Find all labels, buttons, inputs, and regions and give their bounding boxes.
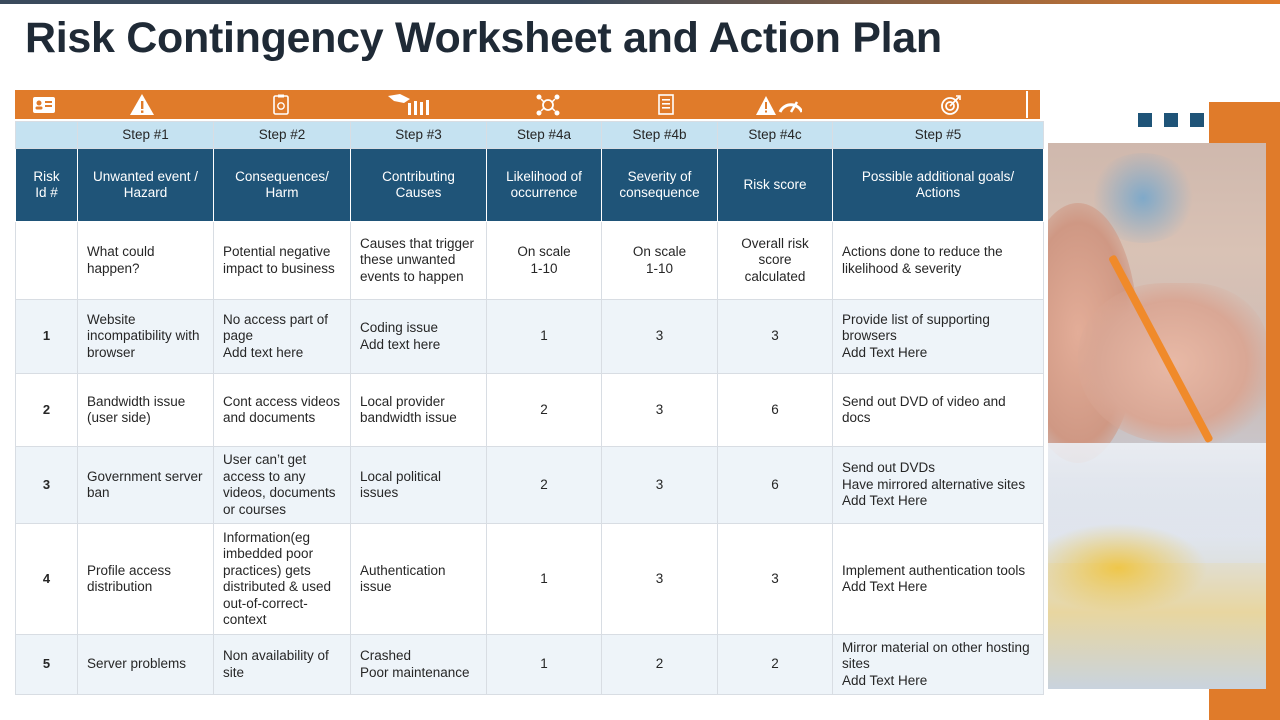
column-header: Risk score: [718, 149, 833, 222]
event-cell: Bandwidth issue (user side): [78, 374, 214, 447]
table-row: [16, 300, 1044, 374]
actions-cell: Send out DVDs Have mirrored alternative sites Add Text Here: [833, 447, 1044, 524]
actions-cell: Mirror material on other hosting sites Add Text Here: [833, 635, 1044, 695]
actions-cell: Implement authentication tools Add Text Here: [833, 524, 1044, 635]
event-cell: Government server ban: [78, 447, 214, 524]
table-row: [16, 524, 1044, 635]
top-accent-bar: [0, 0, 1280, 4]
event-cell: Profile access distribution: [78, 524, 214, 635]
severity-cell: On scale 1-10: [602, 222, 718, 300]
cause-cell: Coding issue Add text here: [351, 300, 487, 374]
cause-cell: Local political issues: [351, 447, 487, 524]
cause-cell: Local provider bandwidth issue: [351, 374, 487, 447]
column-header: Contributing Causes: [351, 149, 487, 222]
event-cell: What could happen?: [78, 222, 214, 300]
cause-cell: Authentication issue: [351, 524, 487, 635]
column-header: Possible additional goals/ Actions: [833, 149, 1044, 222]
event-cell: Website incompatibility with browser: [78, 300, 214, 374]
icon-bar-divider: [1026, 91, 1028, 118]
likelihood-cell: 2: [487, 447, 602, 524]
decorative-squares: [1138, 113, 1204, 127]
consequence-cell: Non availability of site: [214, 635, 351, 695]
cause-cell: Crashed Poor maintenance: [351, 635, 487, 695]
network-icon: [535, 93, 561, 116]
column-header: Consequences/ Harm: [214, 149, 351, 222]
likelihood-cell: 1: [487, 300, 602, 374]
column-header: Likelihood of occurrence: [487, 149, 602, 222]
risk-id-cell: 4: [16, 524, 78, 635]
severity-cell: 3: [602, 300, 718, 374]
step-cell: Step #2: [214, 122, 351, 149]
step-cell: Step #4a: [487, 122, 602, 149]
step-cell: Step #3: [351, 122, 487, 149]
score-cell: 3: [718, 300, 833, 374]
severity-cell: 3: [602, 374, 718, 447]
risk-table: [15, 121, 1044, 695]
consequence-cell: Information(eg imbedded poor practices) gets distributed & used out-of-correct-context: [214, 524, 351, 635]
consequence-cell: No access part of page Add text here: [214, 300, 351, 374]
likelihood-cell: On scale 1-10: [487, 222, 602, 300]
score-cell: 3: [718, 524, 833, 635]
actions-cell: Send out DVD of video and docs: [833, 374, 1044, 447]
risk-gauge-icon: [755, 93, 803, 116]
consequence-cell: User can’t get access to any videos, documents or courses: [214, 447, 351, 524]
score-cell: 6: [718, 374, 833, 447]
event-cell: Server problems: [78, 635, 214, 695]
risk-id-cell: 2: [16, 374, 78, 447]
score-cell: 2: [718, 635, 833, 695]
step-cell: [16, 122, 78, 149]
likelihood-cell: 1: [487, 635, 602, 695]
consequence-cell: Potential negative impact to business: [214, 222, 351, 300]
risk-id-cell: 5: [16, 635, 78, 695]
target-icon: [940, 93, 962, 116]
table-row: [16, 447, 1044, 524]
step-cell: Step #4b: [602, 122, 718, 149]
actions-cell: Provide list of supporting browsers Add Text Here: [833, 300, 1044, 374]
warning-icon: [129, 93, 155, 116]
risk-id-cell: 3: [16, 447, 78, 524]
document-icon: [656, 93, 676, 116]
likelihood-cell: 2: [487, 374, 602, 447]
causes-icon: [385, 93, 435, 116]
column-header: Unwanted event / Hazard: [78, 149, 214, 222]
writing-hand-photo: [1048, 143, 1266, 689]
risk-id-cell: 1: [16, 300, 78, 374]
severity-cell: 2: [602, 635, 718, 695]
step-cell: Step #1: [78, 122, 214, 149]
header-row: [16, 149, 1044, 222]
page-title: Risk Contingency Worksheet and Action Plan: [25, 14, 942, 62]
likelihood-cell: 1: [487, 524, 602, 635]
actions-cell: Actions done to reduce the likelihood & severity: [833, 222, 1044, 300]
risk-id-cell: [16, 222, 78, 300]
steps-row: [16, 122, 1044, 149]
step-cell: Step #4c: [718, 122, 833, 149]
column-header: Risk Id #: [16, 149, 78, 222]
column-header: Severity of consequence: [602, 149, 718, 222]
table-row: [16, 374, 1044, 447]
step-cell: Step #5: [833, 122, 1044, 149]
score-cell: 6: [718, 447, 833, 524]
consequence-cell: Cont access videos and documents: [214, 374, 351, 447]
id-card-icon: [32, 93, 56, 116]
clipboard-icon: [271, 93, 291, 116]
score-cell: Overall risk score calculated: [718, 222, 833, 300]
icon-bar: [15, 90, 1042, 119]
icon-bar-divider: [1040, 90, 1042, 119]
severity-cell: 3: [602, 524, 718, 635]
guide-row: [16, 222, 1044, 300]
table-row: [16, 635, 1044, 695]
severity-cell: 3: [602, 447, 718, 524]
cause-cell: Causes that trigger these unwanted events to happen: [351, 222, 487, 300]
